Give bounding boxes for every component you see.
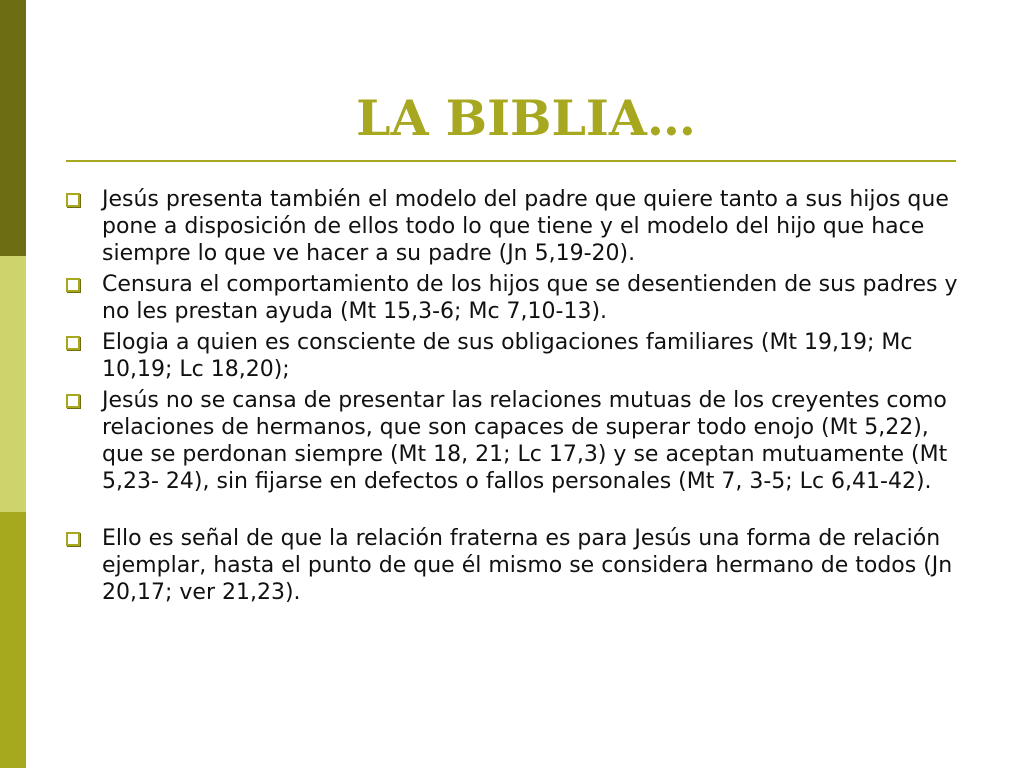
title-underline (66, 160, 956, 162)
list-item (62, 186, 967, 267)
list-item (62, 271, 967, 325)
bullet-text: Elogia a quien es consciente de sus obligaciones familiares (Mt 19,19; Mc 10,19; Lc 18,20); (102, 330, 913, 382)
list-item (62, 329, 967, 383)
slide-title: LA BIBLIA… (356, 89, 696, 147)
sidebar-stripe-bottom (0, 512, 26, 768)
bullet-text: Jesús presenta también el modelo del padre que quiere tanto a sus hijos que pone a disposición de ellos todo lo que tiene y el modelo del hijo que hace siempre lo que ve hacer a su padre (Jn 5,19-20). (102, 187, 949, 266)
square-bullet-icon (66, 336, 80, 350)
list-item (62, 525, 967, 606)
bullet-text: Censura el comportamiento de los hijos que se desentienden de sus padres y no les prestan ayuda (Mt 15,3-6; Mc 7,10-13). (102, 272, 958, 324)
sidebar-stripe-middle (0, 256, 26, 512)
square-bullet-icon (66, 278, 80, 292)
square-bullet-icon (66, 193, 80, 207)
square-bullet-icon (66, 532, 80, 546)
list-item (62, 387, 967, 495)
bullet-text: Ello es señal de que la relación fraterna es para Jesús una forma de relación ejemplar, hasta el punto de que él mismo se considera hermano de todos (Jn 20,17; ver 21,23). (102, 526, 953, 605)
sidebar-stripe-top (0, 0, 26, 256)
bullet-text: Jesús no se cansa de presentar las relaciones mutuas de los creyentes como relaciones de hermanos, que son capaces de superar todo enojo (Mt 5,22), que se perdonan siempre (Mt 18, 21; Lc 17,3) y se aceptan mutuamente (Mt 5,23- 24), sin fijarse en defectos o fallos personales (Mt 7, 3-5; Lc 6,41-42). (102, 388, 948, 494)
square-bullet-icon (66, 394, 80, 408)
bullet-list (62, 186, 967, 610)
